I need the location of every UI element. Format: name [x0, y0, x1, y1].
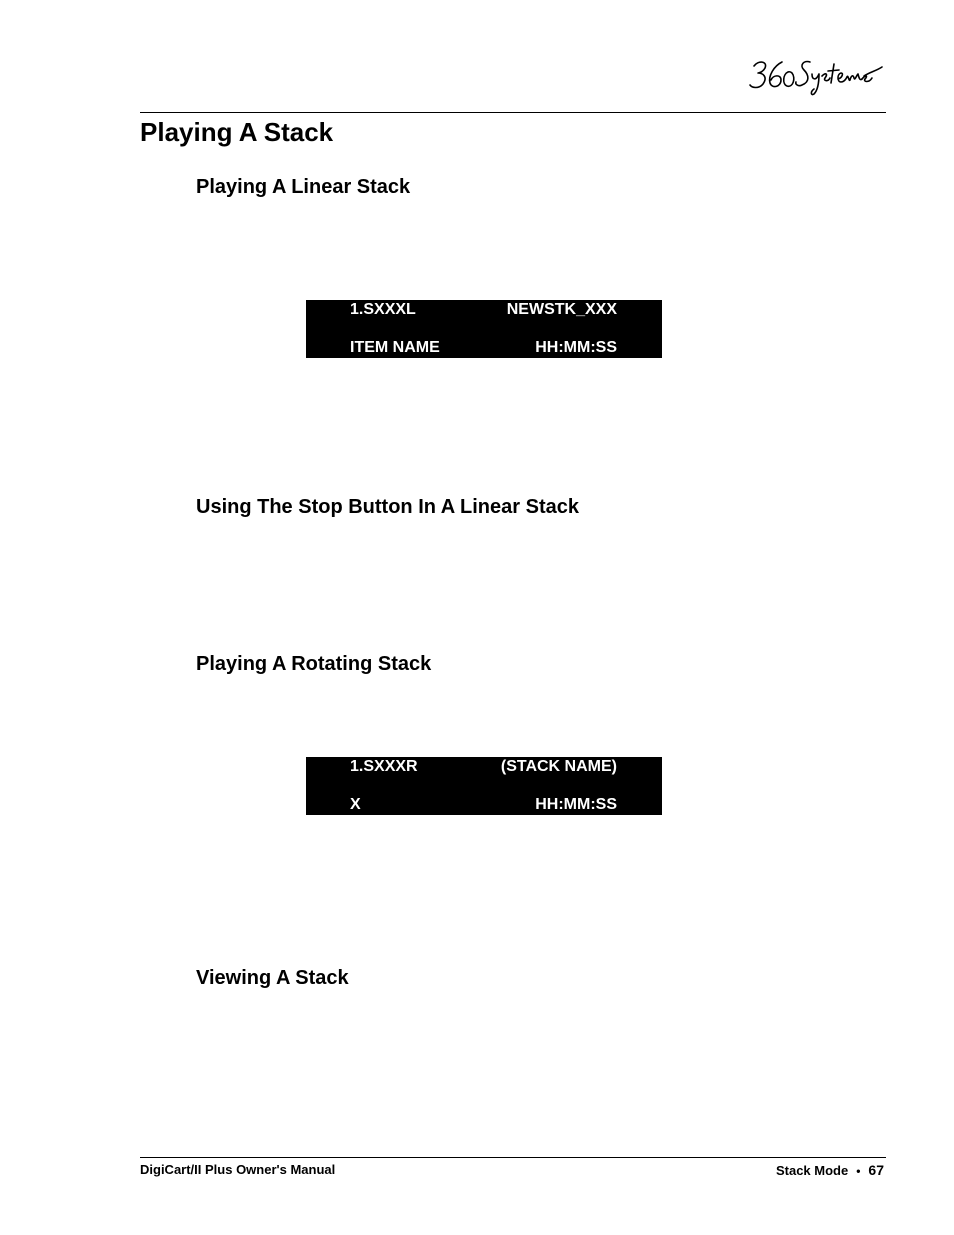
lcd-row2-right: HH:MM:SS: [535, 796, 617, 813]
header-rule: [140, 112, 886, 113]
footer-manual-title: DigiCart/II Plus Owner's Manual: [140, 1162, 336, 1177]
page-title: Playing A Stack: [140, 117, 334, 147]
footer-rule: [140, 1157, 886, 1158]
footer-page-info: [776, 1161, 884, 1180]
lcd-display-rotating: [306, 757, 662, 815]
bullet-icon: •: [856, 1164, 861, 1178]
lcd-display-linear: [306, 300, 662, 358]
section-heading-rotating-stack: Playing A Rotating Stack: [196, 653, 432, 675]
lcd-row2-left: X: [350, 796, 361, 813]
lcd-row2-left: ITEM NAME: [350, 339, 440, 356]
lcd-row1-right: NEWSTK_XXX: [506, 301, 617, 318]
360-systems-logo-icon: [748, 52, 884, 98]
lcd-row1-right: (STACK NAME): [500, 758, 617, 775]
lcd-row2-right: HH:MM:SS: [535, 339, 617, 356]
section-heading-linear-stack: Playing A Linear Stack: [196, 176, 411, 198]
footer-section-name: Stack Mode: [775, 1163, 849, 1178]
section-heading-stop-button: Using The Stop Button In A Linear Stack: [196, 496, 579, 518]
lcd-row1-left: 1.SXXXR: [350, 758, 418, 775]
section-heading-viewing-stack: Viewing A Stack: [196, 967, 349, 989]
footer-page-number: 67: [868, 1162, 884, 1178]
lcd-row1-left: 1.SXXXL: [350, 301, 416, 318]
